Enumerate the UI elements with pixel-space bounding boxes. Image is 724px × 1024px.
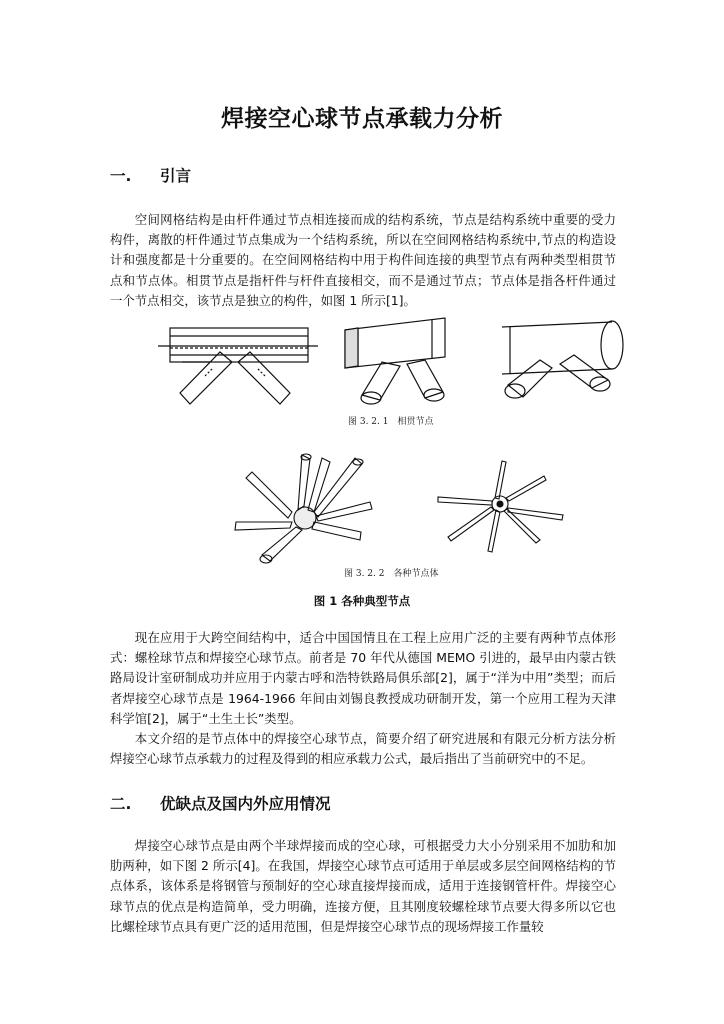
intersecting-joint-beam-drawing <box>158 328 318 404</box>
intersecting-joint-box-drawing <box>345 318 445 404</box>
figure-subcaption-2: 图 3. 2. 2 各种节点体 <box>344 569 439 579</box>
bolted-ball-drawing <box>438 461 563 552</box>
welded-hollow-ball-drawing <box>235 454 372 563</box>
paragraph-scope: 本文介绍的是节点体中的焊接空心球节点，简要介绍了研究进展和有限元分析方法分析焊接空心球节点承载力的过程及得到的相应承载力公式，最后指出了当前研究中的不足。 <box>110 731 616 767</box>
paragraph-joint-types: 现在应用于大跨空间结构中，适合中国国情且在工程上应用广泛的主要有两种节点体形式：螺栓球节点和焊接空心球节点。前者是 70 年代从德国 MEMO 引进的，最早由内蒙古铁路局设计室研制成功并应用于内蒙古呼和浩特铁路局俱乐部[2]，属于“洋为中用”类型；而后者焊接空心球节点是 1964-1966 年间由刘锡良教授成功研制开发，第一个应用工程为天津科学馆[2]，属于“土生土长”类型。 <box>110 630 616 726</box>
figure-subcaption-1: 图 3. 2. 1 相贯节点 <box>348 417 434 427</box>
figure-caption: 图 1 各种典型节点 <box>313 594 411 608</box>
page-title: 焊接空心球节点承载力分析 <box>221 106 503 132</box>
intersecting-joint-tube-drawing <box>502 321 623 398</box>
paragraph-intro: 空间网格结构是由杆件通过节点相连接而成的结构系统，节点是结构系统中重要的受力构件，离散的杆件通过节点集成为一个结构系统，所以在空间网格结构系统中,节点的构造设计和强度都是十分重要的。在空间网格结构中用于构件间连接的典型节点有两种类型相贯节点和节点体。相贯节点是指杆件与杆件直接相交，而不是通过节点；节点体是指各杆件通过一个节点相交，该节点是独立的构件，如图 1 所示[1]。 <box>110 212 616 308</box>
section-title: 引言 <box>160 167 192 185</box>
paragraph-advantages: 焊接空心球节点是由两个半球焊接而成的空心球，可根据受力大小分别采用不加肋和加肋两种，如下图 2 所示[4]。在我国，焊接空心球节点可适用于单层或多层空间网格结构的节点体系，该体系是将钢管与预制好的空心球直接焊接而成，适用于连接钢管杆件。焊接空心球节点的优点是构造简单，受力明确，连接方便，且其刚度较螺栓球节点要大得多所以它也比螺栓球节点具有更广泛的适用范围，但是焊接空心球节点的现场焊接工作量较 <box>110 838 616 934</box>
section-title: 优缺点及国内外应用情况 <box>160 795 331 813</box>
section-number: 二. <box>110 795 132 813</box>
section-heading-2 <box>110 792 331 814</box>
section-number: 一. <box>110 167 132 185</box>
